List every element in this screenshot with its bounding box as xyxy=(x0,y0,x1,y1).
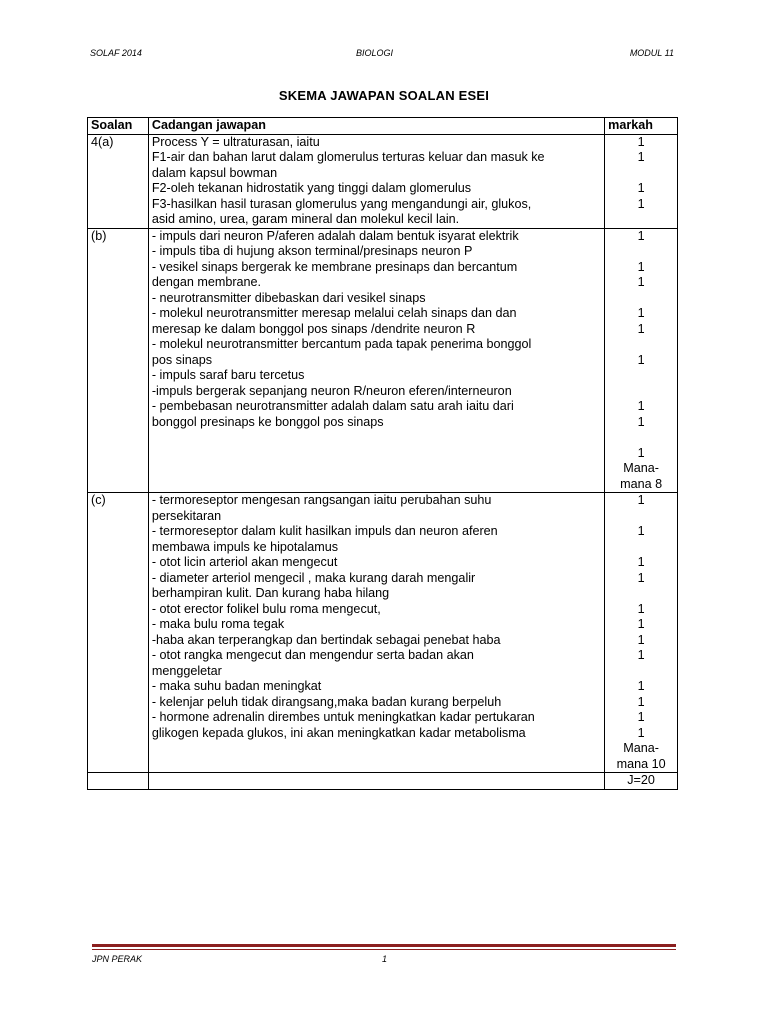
answer-line: berhampiran kulit. Dan kurang haba hilang xyxy=(151,586,390,600)
mark-value: 1 xyxy=(637,694,645,709)
answer-line: F3-hasilkan hasil turasan glomerulus yang mengandungi air, glukos, xyxy=(151,196,532,211)
table-row xyxy=(88,134,678,228)
suggested-answer xyxy=(148,493,604,773)
answer-line: membawa impuls ke hipotalamus xyxy=(151,539,339,554)
answer-line: dalam kapsul bowman xyxy=(151,165,278,180)
footer-organization: JPN PERAK xyxy=(92,954,143,964)
mark-spacer xyxy=(608,337,674,353)
document-title: SKEMA JAWAPAN SOALAN ESEI xyxy=(278,88,490,103)
mark-value: 1 xyxy=(637,524,645,538)
answer-line: - molekul neurotransmitter meresap melalui celah sinaps dan dan xyxy=(151,306,517,320)
mark-value: 1 xyxy=(637,228,645,243)
answer-line: F1-air dan bahan larut dalam glomerulus terturas keluar dan masuk ke xyxy=(151,150,545,164)
answer-line: meresap ke dalam bonggol pos sinaps /dendrite neuron R xyxy=(151,321,476,336)
answer-line: - otot licin arteriol akan mengecut xyxy=(151,555,338,569)
suggested-answer xyxy=(148,228,604,493)
mark-spacer xyxy=(608,166,674,182)
mark-column xyxy=(605,228,678,493)
mark-value: mana 8 xyxy=(620,476,663,491)
mark-value: 1 xyxy=(637,259,645,274)
mark-column xyxy=(605,493,678,773)
mark-value: Mana- xyxy=(623,741,659,755)
answer-line: - molekul neurotransmitter bercantum pada tapak penerima bonggol xyxy=(151,337,532,351)
total-empty-cell xyxy=(88,773,149,790)
mark-value: 1 xyxy=(637,306,645,320)
answer-line: -impuls bergerak sepanjang neuron R/neuron eferen/interneuron xyxy=(151,383,512,398)
mark-value: 1 xyxy=(637,399,645,413)
answer-line: - maka bulu roma tegak xyxy=(151,617,285,631)
total-empty-cell xyxy=(148,773,604,790)
header-module: MODUL 11 xyxy=(629,48,674,58)
answer-line: - otot rangka mengecut dan mengendur serta badan akan xyxy=(151,648,474,662)
question-number: (c) xyxy=(88,493,149,773)
mark-column xyxy=(605,134,678,228)
mark-value: 1 xyxy=(637,601,645,616)
answer-line: dengan membrane. xyxy=(151,275,262,289)
answer-line: asid amino, urea, garam mineral dan molekul kecil lain. xyxy=(151,212,460,226)
mark-spacer xyxy=(608,368,674,384)
answer-line: - impuls saraf baru tercetus xyxy=(151,368,305,382)
mark-value: 1 xyxy=(637,710,645,724)
total-mark: J=20 xyxy=(605,773,678,790)
mark-value: 1 xyxy=(637,196,645,211)
footer-rule-thick xyxy=(92,944,676,947)
mark-spacer xyxy=(608,540,674,556)
table-row xyxy=(88,493,678,773)
answer-line: - impuls dari neuron P/aferen adalah dalam bentuk isyarat elektrik xyxy=(151,228,519,243)
mark-value: Mana- xyxy=(623,461,659,475)
mark-value: 1 xyxy=(637,632,645,647)
mark-value: 1 xyxy=(637,570,645,585)
mark-value: 1 xyxy=(637,617,645,631)
answer-line: - vesikel sinaps bergerak ke membrane presinaps dan bercantum xyxy=(151,259,518,274)
mark-spacer xyxy=(608,509,674,525)
answer-line: - neurotransmitter dibebaskan dari vesikel sinaps xyxy=(151,290,426,305)
question-number: (b) xyxy=(88,228,149,493)
mark-value: mana 10 xyxy=(616,756,666,771)
mark-spacer xyxy=(608,244,674,260)
answer-line: bonggol presinaps ke bonggol pos sinaps xyxy=(151,414,384,429)
answer-line: - kelenjar peluh tidak dirangsang,maka badan kurang berpeluh xyxy=(151,694,502,709)
mark-value: 1 xyxy=(637,679,645,693)
mark-value: 1 xyxy=(637,555,645,569)
answer-line: - termoreseptor mengesan rangsangan iaitu perubahan suhu xyxy=(151,493,492,507)
mark-value: 1 xyxy=(637,275,645,289)
mark-value: 1 xyxy=(637,352,645,367)
answer-line: -haba akan terperangkap dan bertindak sebagai penebat haba xyxy=(151,632,501,647)
page-header xyxy=(0,48,768,64)
answer-line: menggeletar xyxy=(151,663,222,678)
mark-spacer xyxy=(608,291,674,307)
answer-line: Process Y = ultraturasan, iaitu xyxy=(151,134,320,149)
answer-scheme-table xyxy=(87,117,678,790)
answer-line: - hormone adrenalin dirembes untuk meningkatkan kadar pertukaran xyxy=(151,710,535,724)
page-number: 1 xyxy=(382,954,388,964)
suggested-answer xyxy=(148,134,604,228)
header-series: SOLAF 2014 xyxy=(90,48,142,58)
answer-line: - otot erector folikel bulu roma mengecut, xyxy=(151,601,381,616)
mark-value: 1 xyxy=(637,150,645,164)
column-header-soalan: Soalan xyxy=(88,118,149,135)
page-footer xyxy=(0,954,768,968)
answer-line: - termoreseptor dalam kulit hasilkan impuls dan neuron aferen xyxy=(151,524,498,538)
mark-spacer xyxy=(608,430,674,446)
mark-value: 1 xyxy=(637,725,645,740)
mark-spacer xyxy=(608,586,674,602)
mark-spacer xyxy=(608,664,674,680)
mark-spacer xyxy=(608,384,674,400)
answer-line: glikogen kepada glukos, ini akan meningkatkan kadar metabolisma xyxy=(151,725,526,740)
answer-line: pos sinaps xyxy=(151,352,213,367)
question-number: 4(a) xyxy=(88,134,149,228)
mark-value: 1 xyxy=(637,445,645,460)
mark-value: 1 xyxy=(637,321,645,336)
answer-line: F2-oleh tekanan hidrostatik yang tinggi dalam glomerulus xyxy=(151,181,472,195)
answer-line: persekitaran xyxy=(151,508,222,523)
column-header-markah: markah xyxy=(605,118,678,135)
answer-line: - impuls tiba di hujung akson terminal/presinaps neuron P xyxy=(151,244,473,258)
answer-line: - diameter arteriol mengecil , maka kurang darah mengalir xyxy=(151,570,476,585)
mark-value: 1 xyxy=(637,493,645,507)
header-subject: BIOLOGI xyxy=(356,48,394,58)
column-header-cadangan-jawapan: Cadangan jawapan xyxy=(148,118,604,135)
answer-line: - maka suhu badan meningkat xyxy=(151,679,322,693)
answer-line: - pembebasan neurotransmitter adalah dalam satu arah iaitu dari xyxy=(151,399,514,413)
total-row xyxy=(88,773,678,790)
table-body xyxy=(88,134,678,789)
table-header-row xyxy=(88,118,678,135)
mark-value: 1 xyxy=(637,414,645,429)
mark-value: 1 xyxy=(637,648,645,662)
table-row xyxy=(88,228,678,493)
footer-rule-thin xyxy=(92,949,676,950)
mark-value: 1 xyxy=(637,181,645,195)
mark-value: 1 xyxy=(637,134,645,149)
